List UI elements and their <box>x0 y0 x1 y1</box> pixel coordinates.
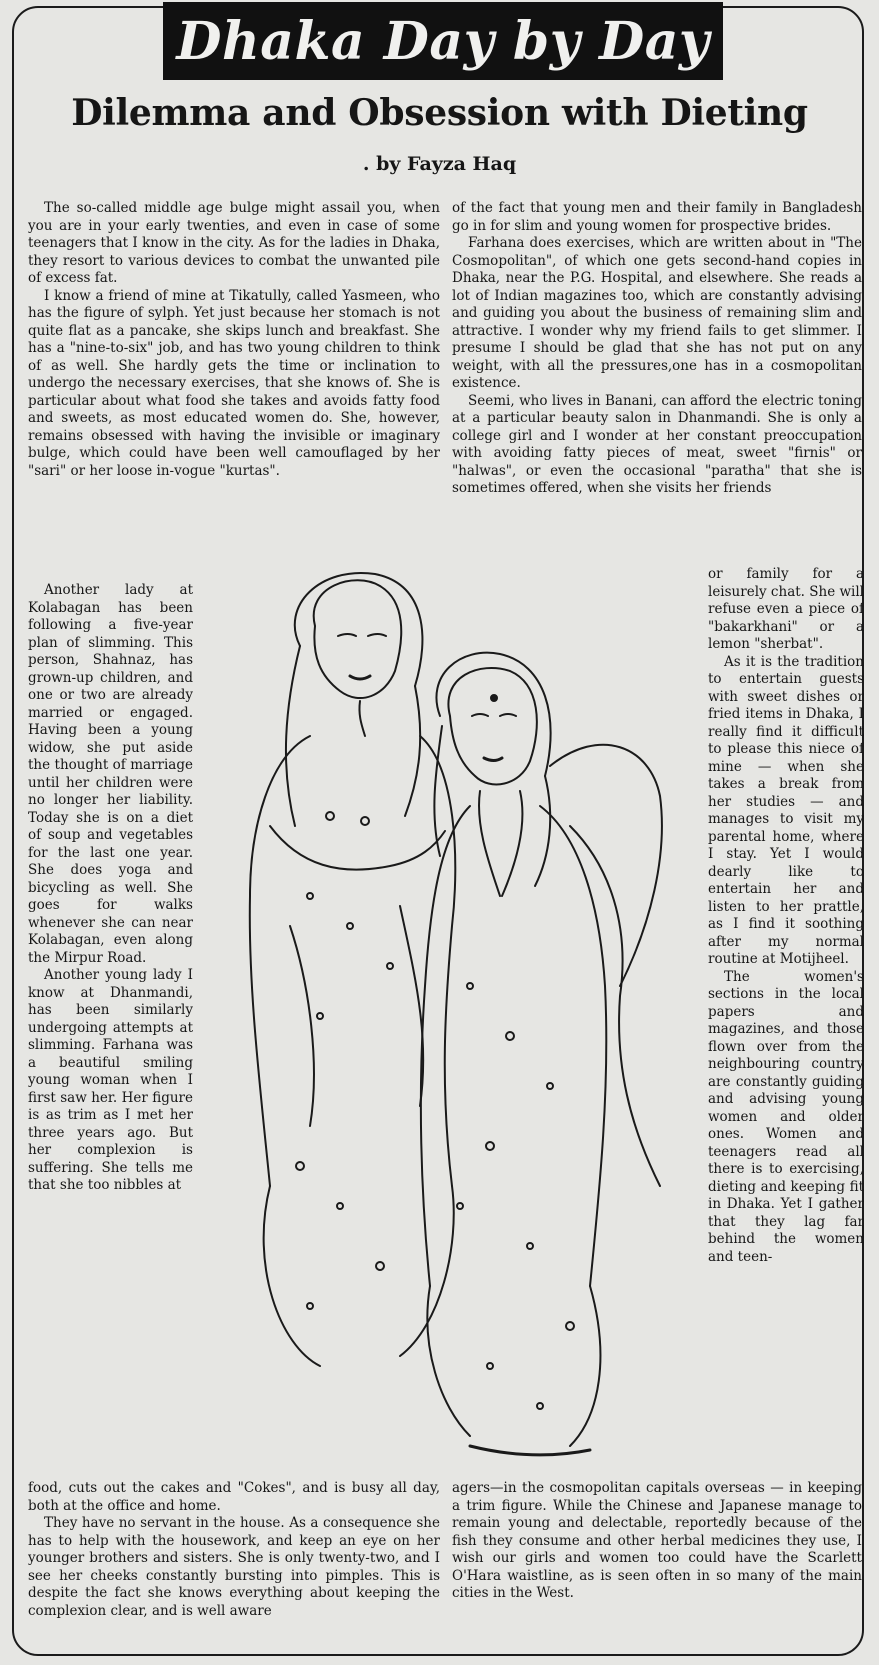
paragraph: The so-called middle age bulge might assail you, when you are in your early twenties, and even in case of some teenagers that I know in the city. As for the ladies in Dhaka, they resort to various devices to combat the unwanted pile of excess fat. <box>28 200 440 286</box>
paragraph: food, cuts out the cakes and "Cokes", and is busy all day, both at the office and home. <box>28 1480 440 1514</box>
paragraph: of the fact that young men and their family in Bangladesh go in for slim and young women for prospective brides. <box>452 200 862 234</box>
illustration-two-women <box>190 566 702 1476</box>
paragraph: or family for a leisurely chat. She will refuse even a piece of "bakarkhani" or a lemon "sherbat". <box>708 566 864 652</box>
text-block-bottom-right <box>452 1480 862 1655</box>
text-block-left-column <box>28 582 193 1477</box>
text-block-right-column <box>708 566 864 1480</box>
paragraph: Another young lady I know at Dhanmandi, has been similarly undergoing attempts at slimming. Farhana was a beautiful smiling young woman when I first saw her. Her figure is as trim as I met her three years ago. But her complexion is suffering. She tells me that she too nibbles at <box>28 967 193 1193</box>
paragraph: As it is the tradition to entertain guests with sweet dishes or fried items in Dhaka, I really find it difficult to please this niece of mine — when she takes a break from her studies — and manages to visit my parental home, where I stay. Yet I would dearly like to entertain her and listen to her prattle, as I find it soothing after my normal routine at Motijheel. <box>708 653 864 967</box>
paragraph: Farhana does exercises, which are written about in "The Cosmopolitan", of which one gets second-hand copies in Dhaka, near the P.G. Hospital, and elsewhere. She reads a lot of Indian magazines too, which are constantly advising and guiding you about the business of remaining slim and attractive. I wonder why my friend fails to get slimmer. I presume I should be glad that she has not put on any weight, with all the pressures,one has in a cosmopolitan existence. <box>452 235 862 391</box>
text-block-top-left <box>28 200 440 578</box>
paragraph: I know a friend of mine at Tikatully, called Yasmeen, who has the figure of sylph. Yet just because her stomach is not quite flat as a pancake, she skips lunch and breakfast. She has a "nine-to-six" job, and has two young children to think of as well. She hardly gets the time or inclination to undergo the necessary exercises, that she knows of. She is particular about what food she takes and avoids fatty food and sweets, as most educated women do. She, however, remains obsessed with having the invisible or imaginary bulge, which could have been well camouflaged by her "sari" or her loose in-vogue "kurtas". <box>28 287 440 479</box>
article-byline: . by Fayza Haq <box>362 153 517 175</box>
column-title: Dhaka Day by Day <box>176 10 710 72</box>
text-block-bottom-left <box>28 1480 440 1655</box>
paragraph: They have no servant in the house. As a consequence she has to help with the housework, and keep an eye on her younger brothers and sisters. She is only twenty-two, and I see her cheeks constantly bursting into pimples. This is despite the fact she knows everything about keeping the complexion clear, and is well aware <box>28 1515 440 1619</box>
text-block-top-right <box>452 200 862 570</box>
paragraph: Seemi, who lives in Banani, can afford the electric toning at a particular beauty salon in Dhanmandi. She is only a college girl and I wonder at her constant preoccupation with avoiding fatty pieces of meat, sweet "firnis" or "halwas", or even the occasional "paratha" that she is sometimes offered, when she visits her friends <box>452 392 862 496</box>
paragraph: The women's sections in the local papers and magazines, and those flown over from the neighbouring country are constantly guiding and advising young women and older ones. Women and teenagers read all there is to exercising, dieting and keeping fit in Dhaka. Yet I gather that they lag far behind the women and teen- <box>708 968 864 1265</box>
paragraph: Another lady at Kolabagan has been following a five-year plan of slimming. This person, Shahnaz, has grown-up children, and one or two are already married or engaged. Having been a young widow, she put aside the thought of marriage until her children were no longer her liability. Today she is on a diet of soup and vegetables for the last one year. She does yoga and bicycling as well. She goes for walks whenever she can near Kolabagan, even along the Mirpur Road. <box>28 582 193 966</box>
column-banner <box>163 2 723 80</box>
article-headline: Dilemma and Obsession with Dieting <box>71 92 808 134</box>
paragraph: agers—in the cosmopolitan capitals overseas — in keeping a trim figure. While the Chinese and Japanese manage to remain young and delectable, reportedly because of the fish they consume and other herbal medicines they use, I wish our girls and women too could have the Scarlett O'Hara waistline, as is seen often in so many of the main cities in the West. <box>452 1480 862 1601</box>
